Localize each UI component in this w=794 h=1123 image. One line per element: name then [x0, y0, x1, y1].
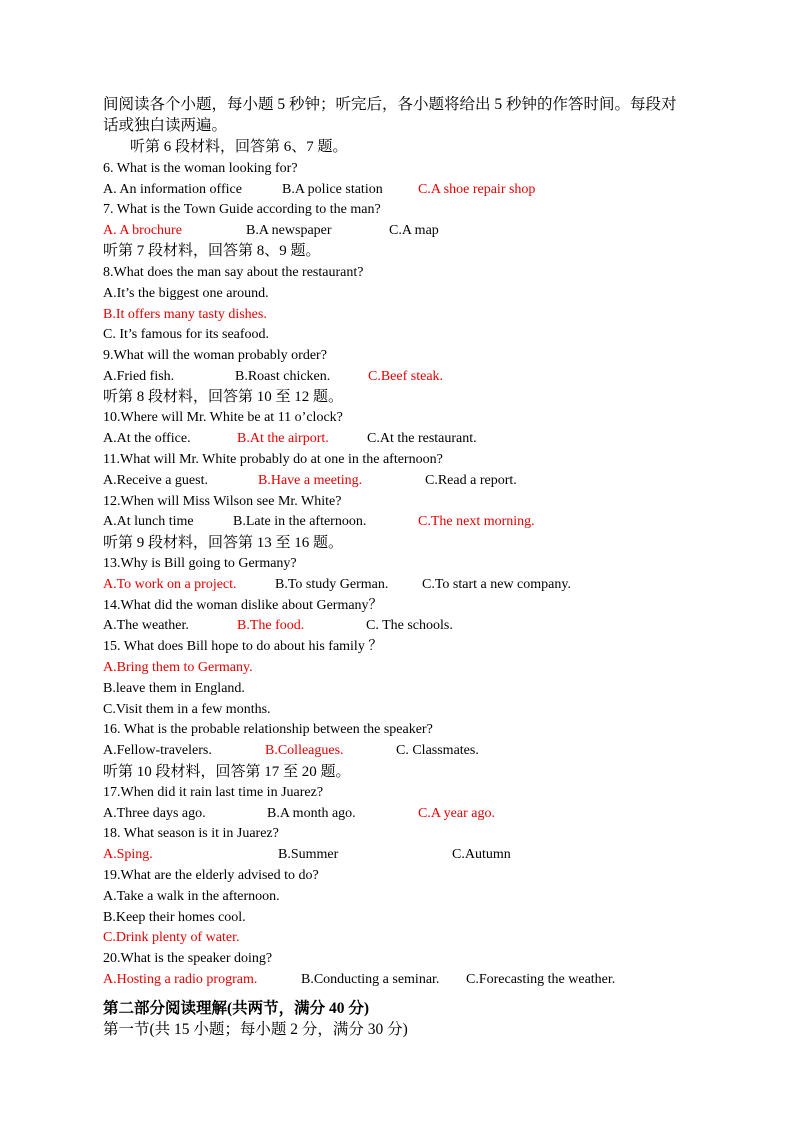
- section-heading-6: 听第 6 段材料，回答第 6、7 题。: [130, 139, 348, 155]
- option-a-answer: A. A brochure: [103, 223, 182, 238]
- question-8-option-b-answer: B.It offers many tasty dishes.: [103, 307, 267, 322]
- question-19-option-b: B.Keep their homes cool.: [103, 910, 246, 925]
- question-20-stem: 20.What is the speaker doing?: [103, 951, 273, 966]
- question-7-stem: 7. What is the Town Guide according to the man?: [103, 202, 381, 217]
- section-heading-10: 听第 10 段材料，回答第 17 至 20 题。: [103, 764, 351, 780]
- question-8-stem: 8.What does the man say about the restaurant?: [103, 265, 364, 280]
- question-15-option-b: B.leave them in England.: [103, 681, 245, 696]
- part-2-section-1: 第一节(共 15 小题；每小题 2 分，满分 30 分): [103, 1021, 408, 1038]
- option-b-answer: B.The food.: [237, 618, 305, 633]
- question-16-stem: 16. What is the probable relationship between the speaker?: [103, 722, 433, 737]
- question-8-option-c: C. It’s famous for its seafood.: [103, 327, 270, 342]
- question-19-stem: 19.What are the elderly advised to do?: [103, 868, 319, 883]
- option-a: A.At the office.: [103, 431, 191, 446]
- option-b: B.To study German.: [275, 577, 389, 592]
- option-b: B.A police station: [282, 182, 383, 197]
- section-heading-9: 听第 9 段材料，回答第 13 至 16 题。: [103, 535, 344, 551]
- option-b: B.A month ago.: [267, 806, 356, 821]
- question-10-stem: 10.Where will Mr. White be at 11 o’clock?: [103, 410, 343, 425]
- question-18-stem: 18. What season is it in Juarez?: [103, 826, 279, 841]
- option-c-answer: C.The next morning.: [418, 514, 535, 529]
- option-b-answer: B.Have a meeting.: [258, 473, 363, 488]
- option-a: A. An information office: [103, 182, 242, 197]
- question-19-option-a: A.Take a walk in the afternoon.: [103, 889, 280, 904]
- option-c: C. Classmates.: [396, 743, 479, 758]
- option-c: C.At the restaurant.: [367, 431, 477, 446]
- option-c-answer: C.A shoe repair shop: [418, 182, 536, 197]
- option-a: A.Receive a guest.: [103, 473, 208, 488]
- option-a-answer: A.Sping.: [103, 847, 153, 862]
- question-17-stem: 17.When did it rain last time in Juarez?: [103, 785, 324, 800]
- option-b-answer: B.At the airport.: [237, 431, 329, 446]
- question-13-stem: 13.Why is Bill going to Germany?: [103, 556, 297, 571]
- question-14-stem: 14.What did the woman dislike about Germany？: [103, 598, 383, 613]
- question-15-stem: 15. What does Bill hope to do about his family ？: [103, 639, 383, 654]
- option-b: B.Roast chicken.: [235, 369, 331, 384]
- option-a-answer: A.Hosting a radio program.: [103, 972, 258, 987]
- option-b-answer: B.Colleagues.: [265, 743, 344, 758]
- option-a-answer: A.To work on a project.: [103, 577, 237, 592]
- option-a: A.Fellow-travelers.: [103, 743, 212, 758]
- intro-line-2: 话或独白读两遍。: [103, 117, 228, 134]
- option-c-answer: C.Beef steak.: [368, 369, 444, 384]
- part-2-title: 第二部分阅读理解(共两节，满分 40 分): [103, 1000, 370, 1017]
- option-c: C.A map: [389, 223, 439, 238]
- option-c: C.Forecasting the weather.: [466, 972, 616, 987]
- option-a: A.Three days ago.: [103, 806, 206, 821]
- question-11-stem: 11.What will Mr. White probably do at one in the afternoon?: [103, 452, 443, 467]
- option-a: A.Fried fish.: [103, 369, 175, 384]
- question-9-stem: 9.What will the woman probably order?: [103, 348, 327, 363]
- option-b: B.Late in the afternoon.: [233, 514, 367, 529]
- question-15-option-a-answer: A.Bring them to Germany.: [103, 660, 253, 675]
- option-a: A.The weather.: [103, 618, 189, 633]
- option-c: C. The schools.: [366, 618, 453, 633]
- option-b: B.Summer: [278, 847, 339, 862]
- option-c: C.To start a new company.: [422, 577, 571, 592]
- option-b: B.Conducting a seminar.: [301, 972, 440, 987]
- question-8-option-a: A.It’s the biggest one around.: [103, 286, 269, 301]
- intro-line-1: 间阅读各个小题，每小题 5 秒钟；听完后，各小题将给出 5 秒钟的作答时间。每段对: [103, 96, 677, 113]
- section-heading-8: 听第 8 段材料，回答第 10 至 12 题。: [103, 389, 344, 405]
- option-c-answer: C.A year ago.: [418, 806, 495, 821]
- question-6-stem: 6. What is the woman looking for?: [103, 161, 298, 176]
- question-15-option-c: C.Visit them in a few months.: [103, 702, 271, 717]
- option-c: C.Autumn: [452, 847, 511, 862]
- option-b: B.A newspaper: [246, 223, 332, 238]
- section-heading-7: 听第 7 段材料，回答第 8、9 题。: [103, 243, 321, 259]
- question-12-stem: 12.When will Miss Wilson see Mr. White?: [103, 494, 342, 509]
- question-19-option-c-answer: C.Drink plenty of water.: [103, 930, 240, 945]
- option-a: A.At lunch time: [103, 514, 194, 529]
- option-c: C.Read a report.: [425, 473, 517, 488]
